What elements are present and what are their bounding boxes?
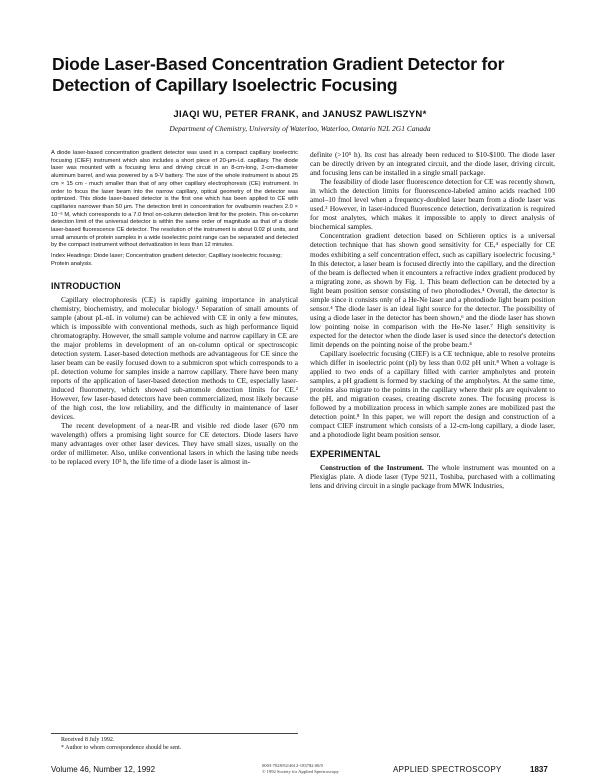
received-note: Received 8 July 1992. — [61, 737, 115, 743]
intro-paragraph-2: The recent development of a near-IR and visible red diode laser (670 nm wavelength) offers a promising light source for CE detectors. Diode lasers have many advantages over other laser devices. They have small sizes, usually on the order of millimeter. Also, unlike conventional lasers in which the lasing tube needs to be replaced every 10³ h, the life time of a diode laser is almost in- — [51, 421, 298, 467]
right-column — [310, 150, 555, 490]
page-number: 1837 — [530, 765, 548, 774]
journal-name: APPLIED SPECTROSCOPY — [393, 765, 502, 774]
experimental-text: The whole instrument was mounted on a Plexiglas plate. A diode laser (Type 9211, Toshiba, purchased with a collimating lens and driving circuit in a single package from MWK Industries, — [310, 462, 555, 490]
article-title: Diode Laser-Based Concentration Gradient Detector for Detection of Capillary Isoelectric Focusing — [52, 54, 505, 95]
experimental-heading: EXPERIMENTAL — [310, 448, 381, 459]
body-paragraph-3: Concentration gradient detection based on Schlieren optics is a universal detection technique that has shown good sensitivity for CE,⁴ especially for CE modes exhibiting a self concentration effect, such as capillary isoelectric focusing.⁵ In this detector, a laser beam is focused directly into the capillary, and the direction of the beam is deflected when it encounters a refractive index gradient produced by a migrating zone, as shown by Fig. 1. This beam deflection can be detected by a light beam position sensor consisting of two photodiodes.⁴ Overall, the detector is simple since it consists only of a He-Ne laser and a photodiode light beam position sensor.⁴ The diode laser is an ideal light source for the detector. The possibility of using a diode laser in the detector has been shown,⁶ and the diode laser has shown low pointing noise in comparison with the He-Ne laser.⁷ High sensitivity is expected for the detector when the diode laser is used since the detector's detection limit depends on the pointing noise of the probe beam.⁴ — [310, 231, 555, 349]
volume-info: Volume 46, Number 12, 1992 — [51, 765, 156, 774]
left-column — [51, 150, 298, 466]
body-paragraph-1: definite (>10⁵ h). Its cost has already been reduced to $10-$100. The diode laser can be directly driven by an integrated circuit, and the diode laser, driving circuit, and focusing lens can be installed in a single small package. — [310, 150, 555, 178]
correspondence-note: * Author to whom correspondence should be sent. — [61, 745, 182, 751]
footnotes — [51, 733, 298, 752]
body-paragraph-2: The feasibility of diode laser fluorescence detection for CE was recently shown, in which the detection limits for fluorescence-labeled amino acids reached 100 amol–10 fmol level when a frequency-doubled laser beam from a diode laser was used.³ However, in laser-induced fluorescence detection, derivatization is required for most analytes, which makes it impossible to apply to direct analysis of biochemical samples. — [310, 177, 555, 232]
issn-line: 0003-7028/92/4612-1837$2.00/0 — [262, 763, 323, 768]
index-headings: Index Headings: Diode laser; Concentration gradient detector; Capillary isoelectric focusing; Protein analysis. — [51, 253, 282, 267]
copyright-line: © 1992 Society for Applied Spectroscopy — [262, 768, 339, 774]
experimental-paragraph — [310, 463, 555, 490]
introduction-heading: INTRODUCTION — [51, 280, 121, 291]
author-list: JIAQI WU, PETER FRANK, and JANUSZ PAWLISZYN* — [173, 109, 427, 120]
abstract: A diode laser-based concentration gradient detector was used in a compact capillary isoelectric focusing (CIEF) instrument which also includes a short piece of 20-μm-i.d. capillary. The diode laser was mounted with a focusing lens and driving circuit in an 8-cm-long, 2-cm-diameter aluminum barrel, and was powered by a 9-V battery. The size of the whole instrument is about 25 cm × 15 cm - much smaller than that of any other capillary electrophoresis (CE) instrument. In order to focus the laser beam into the narrow capillary, optical geometry of the detector was optimized. This diode laser-based detector is the first one which has been applied to CE with capillaries narrower than 50 μm. The detection limit in concentration for ovalbumin reaches 2.0 × 10⁻⁶ M, which corresponds to a 7.0 fmol on-column detection limit for the protein. This on-column detection limit of the universal detector is within the same order of magnitude as that of a diode laser-based fluorescence CE detector. The resolution of the instrument is about 0.02 pI units, and small amounts of protein samples in a wide isoelectric point range can be separated and detected by the compact instrument without derivatization in less than 12 minutes. — [51, 150, 298, 249]
intro-paragraph-1: Capillary electrophoresis (CE) is rapidly gaining importance in analytical chemistry, biochemistry, and molecular biology.¹ Separation of small amounts of sample (about pL-nL in volume) can be achieved with CE in only a few minutes, which is impossible with conventional methods, such as high performance liquid chromatography. However, the small sample volume and narrow capillary in CE are the major problems in development of an on-column optical or spectroscopic detection system. Laser-based detection methods are advantageous for CE since the laser beam can be easily focused down to a submicron spot which corresponds to a pL detection volume for samples inside a narrow capillary. There have been many reports of the application of laser-based detection methods to CE, especially laser-induced fluorometry, which showed sub-attomole detection limits for CE.² However, few laser-based detectors have been commercialized, most likely because of the high cost, the low reliability, and the difficulty in maintenance of laser devices. — [51, 294, 298, 422]
affiliation: Department of Chemistry, University of Waterloo, Waterloo, Ontario N2L 2G1 Canada — [169, 124, 431, 133]
body-paragraph-4: Capillary isoelectric focusing (CIEF) is a CE technique, able to resolve proteins which differ in isoelectric point (pI) by less than 0.02 pH unit.⁸ When a voltage is applied to two ends of a capillary filled with carrier ampholytes and protein samples, a pH gradient is formed by stacking of the ampholytes. At the same time, proteins also migrate to the points in the capillary where their pIs are equivalent to the pH, and migration ceases, creating discrete zones. The focusing process is followed by a mobilization process in which sample zones are mobilized past the detection point.⁸ In this paper, we will report the design and construction of a compact CIEF instrument which consists of a 12-cm-long capillary, a diode laser, and a photodiode light beam position sensor. — [310, 349, 555, 440]
experimental-lead: Construction of the Instrument. — [320, 462, 424, 472]
issn-block — [262, 763, 352, 774]
